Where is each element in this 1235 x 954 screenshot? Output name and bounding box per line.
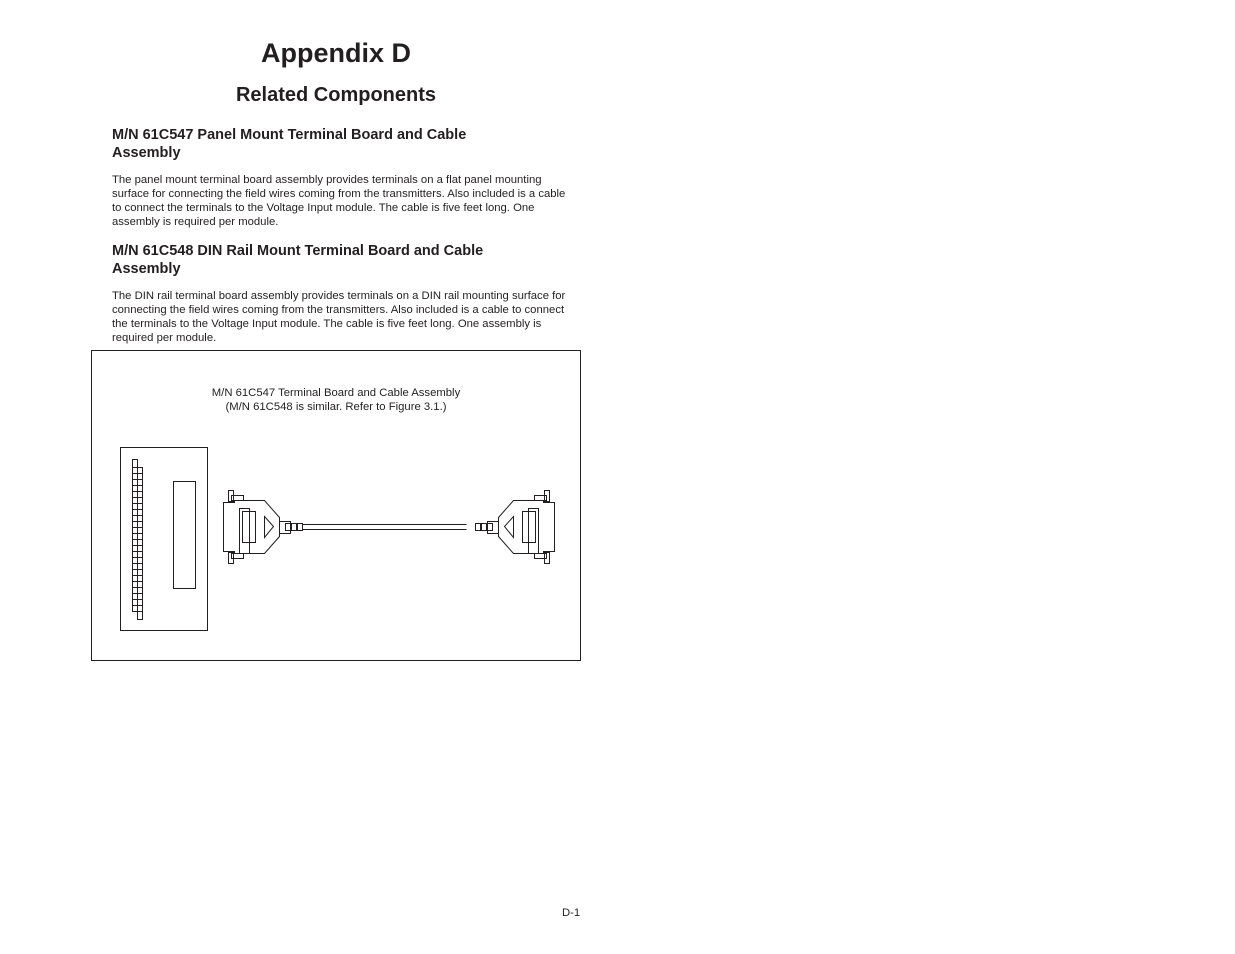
section-din-rail-mount [112, 243, 567, 345]
terminal-cell [133, 582, 138, 588]
terminal-end-cap [138, 612, 143, 620]
terminal-screw [138, 504, 143, 510]
section-panel-mount [112, 127, 567, 229]
figure-caption-line-2: (M/N 61C548 is similar. Refer to Figure 3.1.) [225, 401, 447, 413]
terminal-cell [133, 606, 138, 612]
section-heading: M/N 61C548 DIN Rail Mount Terminal Board and Cable Assembly [112, 243, 484, 277]
section-heading: M/N 61C547 Panel Mount Terminal Board and Cable Assembly [112, 127, 467, 161]
terminal-screw [138, 492, 143, 498]
terminal-cell [133, 510, 138, 516]
terminal-cell [133, 474, 138, 480]
terminal-screw [138, 564, 143, 570]
terminal-screw [138, 468, 143, 474]
terminal-cell [133, 528, 138, 534]
terminal-cell [133, 504, 138, 510]
terminal-cell [133, 588, 138, 594]
terminal-board-and-cable-drawing [92, 351, 580, 660]
terminal-screw [138, 576, 143, 582]
terminal-cell [133, 486, 138, 492]
terminal-screw [138, 498, 143, 504]
terminal-cell [133, 480, 138, 486]
terminal-screw [138, 558, 143, 564]
terminal-screw [138, 534, 143, 540]
section-body: The panel mount terminal board assembly provides terminals on a flat panel mounting surface for connecting the field wires coming from the transmitters. Also included is a cable to connect the terminals to the Voltage Input module. The cable is five feet long. One assembly is required per module. [112, 174, 566, 228]
terminal-cell [133, 468, 138, 474]
terminal-cell [133, 522, 138, 528]
terminal-screw [138, 594, 143, 600]
terminal-cell [133, 600, 138, 606]
terminal-screw [138, 528, 143, 534]
terminal-screw [138, 606, 143, 612]
terminal-cell [133, 516, 138, 522]
cable [303, 525, 467, 530]
terminal-screw [138, 546, 143, 552]
terminal-screw [138, 552, 143, 558]
figure-caption-line-1: M/N 61C547 Terminal Board and Cable Assembly [211, 387, 461, 399]
figure-box [91, 350, 581, 661]
terminal-screw [138, 480, 143, 486]
terminal-cell [133, 540, 138, 546]
section-body: The DIN rail terminal board assembly provides terminals on a DIN rail mounting surface for connecting the field wires coming from the transmitters. Also included is a cable to connect the terminals to the Voltage Input module. The cable is five feet long. One assembly is required per module. [112, 290, 566, 344]
terminal-cell [133, 576, 138, 582]
terminal-screw [138, 522, 143, 528]
terminal-cell [133, 492, 138, 498]
terminal-board [121, 448, 208, 631]
terminal-screw [138, 486, 143, 492]
page-subtitle: Related Components [235, 84, 437, 106]
terminal-screw [138, 516, 143, 522]
terminal-cell [133, 546, 138, 552]
terminal-cell [133, 498, 138, 504]
terminal-screw [138, 540, 143, 546]
terminal-cell [133, 570, 138, 576]
cable-connector-left [224, 491, 303, 564]
terminal-screw [138, 582, 143, 588]
terminal-cell [133, 594, 138, 600]
page-title: Appendix D [260, 38, 411, 68]
terminal-screw [138, 588, 143, 594]
cable-connector-right [476, 491, 555, 564]
terminal-cell [133, 534, 138, 540]
terminal-screw [138, 474, 143, 480]
terminal-cell [133, 564, 138, 570]
terminal-screw [138, 600, 143, 606]
terminal-strip [133, 468, 143, 620]
terminal-screw [138, 510, 143, 516]
terminal-screw [138, 570, 143, 576]
page-number: D-1 [562, 907, 581, 919]
terminal-cell [133, 558, 138, 564]
terminal-cell [133, 552, 138, 558]
